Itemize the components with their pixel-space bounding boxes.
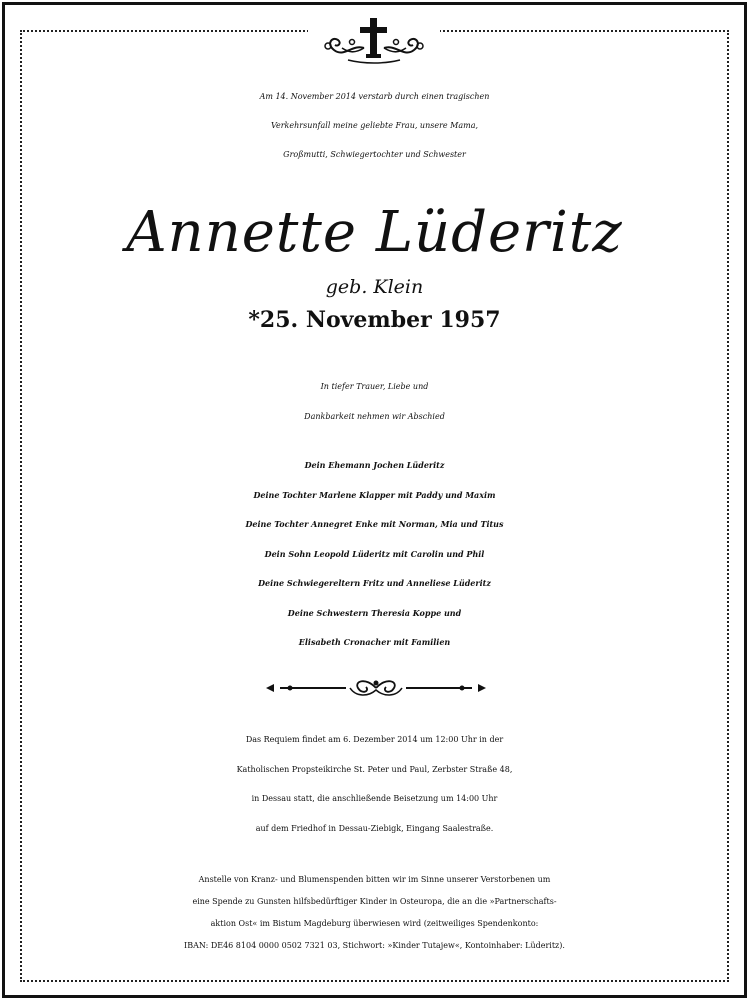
requiem-line: in Dessau statt, die anschließende Beisetzung um 14:00 Uhr	[251, 794, 498, 803]
family-member: Elisabeth Cronacher mit Familien	[298, 637, 451, 647]
family-member: Deine Schwestern Theresia Koppe und	[287, 607, 462, 618]
intro-line: Am 14. November 2014 verstarb durch einen tragischen	[259, 92, 490, 101]
requiem-line: Katholischen Propsteikirche St. Peter und Paul, Zerbster Straße 48,	[236, 764, 513, 774]
intro-line: Großmutti, Schwiegertochter und Schwester	[283, 150, 466, 159]
mourning-text	[0, 372, 749, 432]
deceased-name: Annette Lüderitz	[126, 200, 623, 265]
donation-line: Anstelle von Kranz- und Blumenspenden bitten wir im Sinne unserer Verstorbenen um	[198, 875, 551, 884]
donation-line: eine Spende zu Gunsten hilfsbedürftiger Kinder in Osteuropa, die an die »Partnerschafts-	[192, 897, 557, 906]
requiem-line: Das Requiem findet am 6. Dezember 2014 um 12:00 Uhr in der	[245, 735, 504, 744]
family-list	[0, 451, 749, 658]
mourning-line: In tiefer Trauer, Liebe und	[320, 382, 429, 391]
donation-note	[0, 869, 749, 957]
maiden-name: geb. Klein	[325, 276, 424, 298]
family-member: Deine Tochter Marlene Klapper mit Paddy und Maxim	[253, 489, 496, 500]
cross-ornament-icon	[308, 14, 440, 70]
intro-text	[0, 82, 749, 169]
requiem-line: auf dem Friedhof in Dessau-Ziebigk, Eingang Saalestraße.	[255, 823, 494, 833]
donation-line: aktion Ost« im Bistum Magdeburg überwiesen wird (zeitweiliges Spendenkonto:	[210, 919, 539, 928]
birth-date: *25. November 1957	[248, 307, 501, 333]
family-member: Deine Schwiegereltern Fritz und Anneliese Lüderitz	[258, 578, 491, 588]
family-member: Dein Sohn Leopold Lüderitz mit Carolin und Phil	[264, 548, 485, 559]
family-member: Deine Tochter Annegret Enke mit Norman, Mia und Titus	[245, 519, 504, 529]
flourish-divider-icon	[262, 675, 490, 701]
mourning-line: Dankbarkeit nehmen wir Abschied	[304, 412, 445, 421]
donation-line: IBAN: DE46 8104 0000 0502 7321 03, Stichwort: »Kinder Tutajew«, Kontoinhaber: Lüderitz).	[184, 941, 565, 950]
requiem-info	[0, 725, 749, 843]
family-member: Dein Ehemann Jochen Lüderitz	[304, 460, 445, 470]
intro-line: Verkehrsunfall meine geliebte Frau, unsere Mama,	[270, 121, 479, 130]
